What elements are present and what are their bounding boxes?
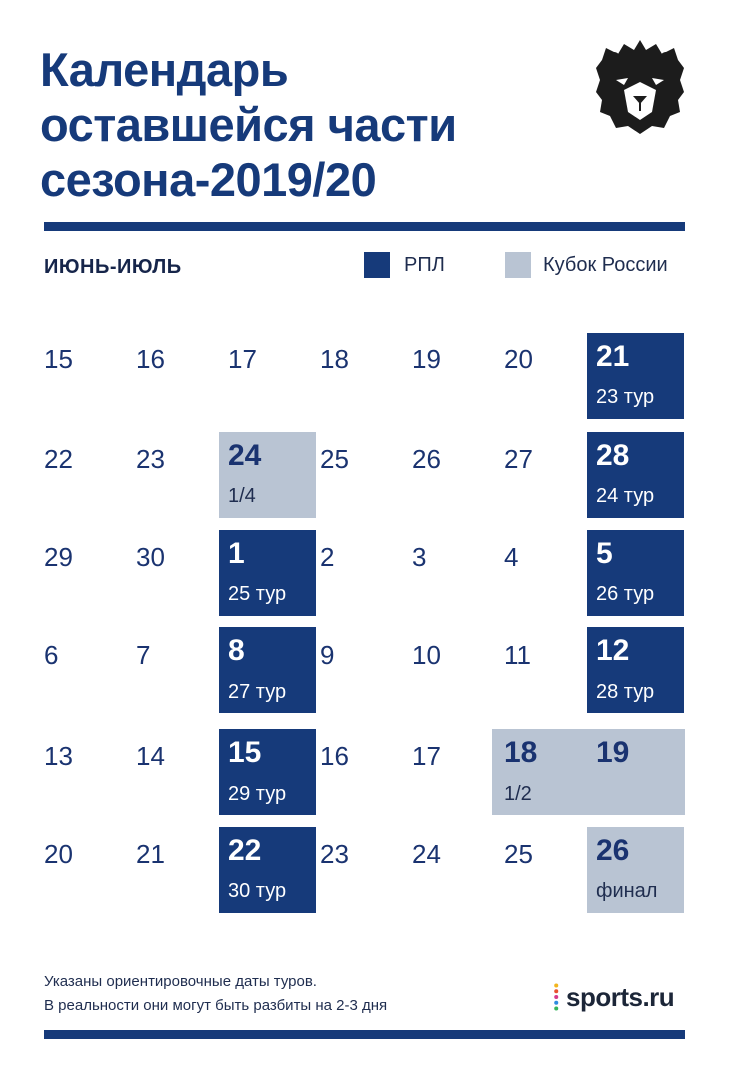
calendar-day-match: 18 (504, 736, 538, 769)
calendar-day: 29 (44, 542, 73, 572)
match-label: финал (596, 880, 658, 902)
calendar-day: 30 (136, 542, 165, 572)
calendar-day: 16 (136, 344, 165, 374)
legend-rpl-label: РПЛ (404, 254, 445, 276)
calendar-day: 18 (320, 344, 349, 374)
match-label: 24 тур (596, 485, 655, 507)
bear-head-icon (594, 38, 686, 134)
brand-logo[interactable]: sports.ru (566, 982, 675, 1012)
match-label: 23 тур (596, 386, 655, 408)
calendar-day: 3 (412, 542, 427, 572)
legend-cup-label: Кубок России (543, 254, 668, 276)
calendar-day-match: 19 (596, 736, 630, 769)
calendar-day: 15 (44, 344, 73, 374)
calendar-day: 25 (504, 839, 533, 869)
calendar-day: 4 (504, 542, 519, 572)
calendar-day: 6 (44, 640, 59, 670)
calendar-day-match: 5 (596, 537, 613, 570)
match-label: 27 тур (228, 681, 287, 703)
title-line-3: сезона-2019/20 (40, 153, 377, 206)
sports-logo-dots-icon (552, 982, 564, 1012)
calendar-day-match: 15 (228, 736, 262, 769)
calendar-day-match: 22 (228, 834, 262, 867)
footnote-line-1: Указаны ориентировочные даты туров. (44, 973, 317, 990)
calendar-day: 24 (412, 839, 441, 869)
match-label: 25 тур (228, 583, 287, 605)
page-title (40, 42, 560, 207)
bottom-divider (44, 1030, 685, 1039)
match-label: 28 тур (596, 681, 655, 703)
calendar-day-match: 26 (596, 834, 630, 867)
calendar-day: 13 (44, 741, 73, 771)
calendar-day-match: 12 (596, 634, 630, 667)
calendar-day-match: 21 (596, 340, 630, 373)
calendar-day: 21 (136, 839, 165, 869)
calendar-day: 16 (320, 741, 349, 771)
footnote-line-2: В реальности они могут быть разбиты на 2-3 дня (44, 997, 388, 1014)
calendar-day: 20 (44, 839, 73, 869)
calendar-day: 20 (504, 344, 533, 374)
calendar-day: 7 (136, 640, 151, 670)
legend-cup-swatch (505, 252, 531, 278)
calendar-day: 23 (136, 444, 165, 474)
calendar-day: 22 (44, 444, 73, 474)
match-label: 30 тур (228, 880, 287, 902)
match-label: 29 тур (228, 783, 287, 805)
match-label: 1/2 (504, 783, 532, 805)
calendar-day: 14 (136, 741, 165, 771)
calendar-day: 11 (504, 640, 531, 670)
calendar-day: 27 (504, 444, 533, 474)
calendar-day: 2 (320, 542, 335, 572)
match-label: 1/4 (228, 485, 256, 507)
calendar-day: 9 (320, 640, 335, 670)
match-label: 26 тур (596, 583, 655, 605)
calendar-day: 26 (412, 444, 441, 474)
calendar-day: 25 (320, 444, 349, 474)
title-line-1: Календарь (40, 43, 289, 96)
calendar-day: 19 (412, 344, 441, 374)
legend-rpl-swatch (364, 252, 390, 278)
calendar-day: 17 (228, 344, 257, 374)
calendar-day: 23 (320, 839, 349, 869)
calendar-day: 17 (412, 741, 441, 771)
month-label: ИЮНЬ-ИЮЛЬ (44, 256, 182, 278)
calendar-day-match: 24 (228, 439, 262, 472)
calendar-day-match: 1 (228, 537, 245, 570)
title-line-2: оставшейся части (40, 98, 457, 151)
calendar-day-match: 8 (228, 634, 245, 667)
calendar-day-match: 28 (596, 439, 630, 472)
top-divider (44, 222, 685, 231)
calendar-day: 10 (412, 640, 441, 670)
